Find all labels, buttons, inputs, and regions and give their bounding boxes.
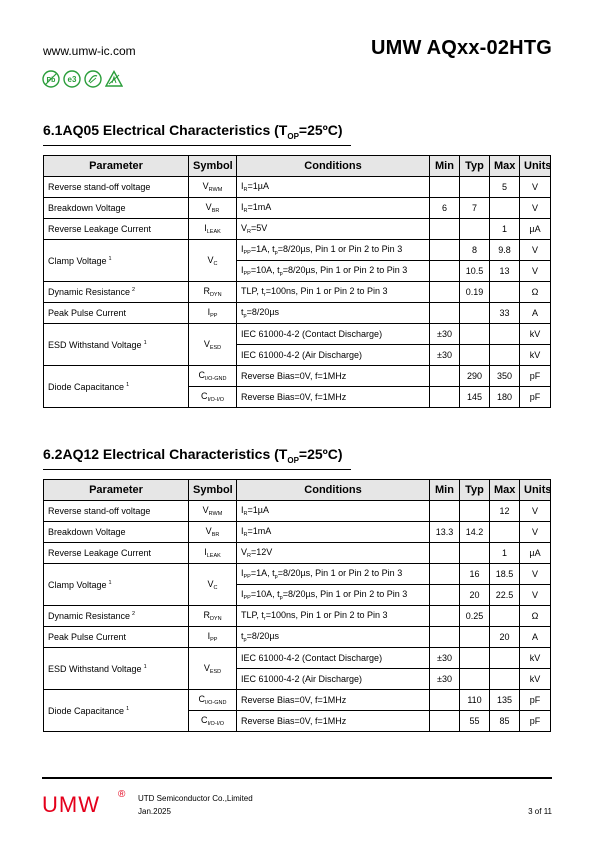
symbol-cell: $V_{ESD}$ (189, 648, 237, 690)
min-cell: ±30 (430, 648, 460, 669)
min-cell (430, 387, 460, 408)
typ-cell: 16 (460, 564, 490, 585)
col-header: Typ (460, 480, 490, 501)
max-cell: 180 (490, 387, 520, 408)
unit-cell: V (520, 198, 551, 219)
condition-cell: $I_R=1\mu A$ (237, 501, 430, 522)
param-cell: ESD Withstand Voltage $^1$ (44, 324, 189, 366)
min-cell (430, 690, 460, 711)
typ-cell: 55 (460, 711, 490, 732)
table-row (44, 564, 551, 585)
table-row (44, 177, 551, 198)
param-cell: Peak Pulse Current (44, 303, 189, 324)
condition-cell: $V_R=12V$ (237, 543, 430, 564)
symbol-cell: $I_{LEAK}$ (189, 219, 237, 240)
unit-cell: Ω (520, 606, 551, 627)
max-cell (490, 669, 520, 690)
param-cell: Peak Pulse Current (44, 627, 189, 648)
condition-cell: Reverse Bias=0V, f=1MHz (237, 387, 430, 408)
unit-cell: V (520, 522, 551, 543)
col-header: Min (430, 156, 460, 177)
param-cell: ESD Withstand Voltage $^1$ (44, 648, 189, 690)
col-header: Typ (460, 156, 490, 177)
section-title-aq05: 6.1AQ05 Electrical Characteristics $(T_{OP}=25ºC)$ (43, 122, 351, 146)
registered-mark: ® (118, 789, 126, 800)
typ-cell: 14.2 (460, 522, 490, 543)
min-cell (430, 564, 460, 585)
typ-cell (460, 324, 490, 345)
condition-cell: Reverse Bias=0V, f=1MHz (237, 366, 430, 387)
typ-cell (460, 345, 490, 366)
max-cell: 85 (490, 711, 520, 732)
param-cell: Breakdown Voltage (44, 522, 189, 543)
symbol-cell: $C_{I/O-GND}$ (189, 366, 237, 387)
table-row (44, 627, 551, 648)
max-cell (490, 648, 520, 669)
unit-cell: pF (520, 711, 551, 732)
param-cell: Reverse Leakage Current (44, 543, 189, 564)
unit-cell: kV (520, 669, 551, 690)
e3-icon (63, 70, 81, 88)
condition-cell: $I_R=1mA$ (237, 198, 430, 219)
typ-cell: 0.19 (460, 282, 490, 303)
halogen-free-icon (84, 70, 102, 88)
section-title-aq12: 6.2AQ12 Electrical Characteristics $(T_{OP}=25ºC)$ (43, 446, 351, 470)
esd-sensitive-icon (105, 70, 123, 88)
table-row (44, 501, 551, 522)
condition-cell: TLP, $t_r=100ns$, Pin 1 or Pin 2 to Pin 3 (237, 282, 430, 303)
umw-logo: UMW (42, 792, 100, 817)
col-header: Max (490, 480, 520, 501)
max-cell: 350 (490, 366, 520, 387)
max-cell (490, 198, 520, 219)
condition-cell: $I_{PP}=10A$, $t_p=8/20\mu s$, Pin 1 or Pin 2 to Pin 3 (237, 261, 430, 282)
characteristics-table-aq05 (43, 155, 551, 408)
unit-cell: V (520, 564, 551, 585)
symbol-cell: $V_C$ (189, 240, 237, 282)
condition-cell: IEC 61000-4-2 (Contact Discharge) (237, 324, 430, 345)
symbol-cell: $R_{DYN}$ (189, 606, 237, 627)
condition-cell: $t_p=8/20\mu s$ (237, 303, 430, 324)
typ-cell (460, 669, 490, 690)
condition-cell: $I_R=1mA$ (237, 522, 430, 543)
min-cell (430, 627, 460, 648)
param-cell: Diode Capacitance $^1$ (44, 690, 189, 732)
min-cell (430, 282, 460, 303)
max-cell: 22.5 (490, 585, 520, 606)
param-cell: Reverse stand-off voltage (44, 501, 189, 522)
table-row (44, 606, 551, 627)
page-number: 3 of 11 (528, 807, 552, 816)
table-row (44, 303, 551, 324)
typ-cell (460, 219, 490, 240)
typ-cell (460, 177, 490, 198)
min-cell (430, 261, 460, 282)
param-cell: Clamp Voltage $^1$ (44, 240, 189, 282)
col-header: Units (520, 480, 551, 501)
max-cell: 18.5 (490, 564, 520, 585)
min-cell: ±30 (430, 345, 460, 366)
symbol-cell: $C_{I/O-I/O}$ (189, 711, 237, 732)
max-cell (490, 606, 520, 627)
typ-cell: 145 (460, 387, 490, 408)
condition-cell: $V_R=5V$ (237, 219, 430, 240)
footer-divider (42, 777, 552, 779)
table-row (44, 522, 551, 543)
symbol-cell: $C_{I/O-I/O}$ (189, 387, 237, 408)
unit-cell: V (520, 261, 551, 282)
typ-cell (460, 627, 490, 648)
table-row (44, 240, 551, 261)
symbol-cell: $V_C$ (189, 564, 237, 606)
unit-cell: kV (520, 345, 551, 366)
max-cell (490, 324, 520, 345)
max-cell (490, 345, 520, 366)
symbol-cell: $V_{RWM}$ (189, 177, 237, 198)
max-cell: 12 (490, 501, 520, 522)
param-cell: Dynamic Resistance $^2$ (44, 606, 189, 627)
condition-cell: TLP, $t_r=100ns$, Pin 1 or Pin 2 to Pin 3 (237, 606, 430, 627)
condition-cell: IEC 61000-4-2 (Contact Discharge) (237, 648, 430, 669)
table-row (44, 324, 551, 345)
condition-cell: $t_p=8/20\mu s$ (237, 627, 430, 648)
unit-cell: V (520, 585, 551, 606)
col-header: Min (430, 480, 460, 501)
typ-cell: 10.5 (460, 261, 490, 282)
min-cell (430, 711, 460, 732)
typ-cell: 20 (460, 585, 490, 606)
min-cell (430, 585, 460, 606)
table-header-row (44, 480, 551, 501)
symbol-cell: $C_{I/O-GND}$ (189, 690, 237, 711)
document-date: Jan.2025 (138, 807, 171, 816)
symbol-cell: $I_{PP}$ (189, 627, 237, 648)
min-cell: ±30 (430, 324, 460, 345)
unit-cell: pF (520, 366, 551, 387)
characteristics-table-aq12 (43, 479, 551, 732)
condition-cell: $I_R=1\mu A$ (237, 177, 430, 198)
table-row (44, 282, 551, 303)
pb-free-label: Pb (46, 77, 56, 84)
unit-cell: A (520, 627, 551, 648)
col-header: Conditions (237, 156, 430, 177)
company-name: UTD Semiconductor Co.,Limited (138, 794, 253, 803)
condition-cell: IEC 61000-4-2 (Air Discharge) (237, 669, 430, 690)
min-cell (430, 219, 460, 240)
typ-cell: 290 (460, 366, 490, 387)
symbol-cell: $V_{BR}$ (189, 198, 237, 219)
max-cell: 9.8 (490, 240, 520, 261)
param-cell: Clamp Voltage $^1$ (44, 564, 189, 606)
part-number-title: UMW AQxx-02HTG (371, 37, 552, 59)
min-cell (430, 606, 460, 627)
col-header: Max (490, 156, 520, 177)
condition-cell: $I_{PP}=1A$, $t_p=8/20\mu s$, Pin 1 or Pin 2 to Pin 3 (237, 240, 430, 261)
website-url: www.umw-ic.com (43, 44, 136, 58)
unit-cell: µA (520, 219, 551, 240)
typ-cell: 7 (460, 198, 490, 219)
table-row (44, 219, 551, 240)
table-row (44, 543, 551, 564)
min-cell: 13.3 (430, 522, 460, 543)
unit-cell: V (520, 240, 551, 261)
min-cell (430, 303, 460, 324)
param-cell: Reverse stand-off voltage (44, 177, 189, 198)
min-cell (430, 543, 460, 564)
symbol-cell: $R_{DYN}$ (189, 282, 237, 303)
unit-cell: Ω (520, 282, 551, 303)
min-cell (430, 240, 460, 261)
max-cell: 135 (490, 690, 520, 711)
col-header: Parameter (44, 480, 189, 501)
max-cell: 1 (490, 219, 520, 240)
max-cell: 5 (490, 177, 520, 198)
typ-cell (460, 648, 490, 669)
min-cell (430, 366, 460, 387)
max-cell: 33 (490, 303, 520, 324)
max-cell (490, 282, 520, 303)
col-header: Parameter (44, 156, 189, 177)
typ-cell: 110 (460, 690, 490, 711)
unit-cell: µA (520, 543, 551, 564)
typ-cell (460, 303, 490, 324)
param-cell: Dynamic Resistance $^2$ (44, 282, 189, 303)
typ-cell (460, 543, 490, 564)
param-cell: Reverse Leakage Current (44, 219, 189, 240)
min-cell (430, 177, 460, 198)
pb-free-icon (42, 70, 60, 88)
compliance-icons (42, 70, 123, 88)
symbol-cell: $I_{PP}$ (189, 303, 237, 324)
e3-label: e3 (67, 75, 77, 84)
table-row (44, 690, 551, 711)
typ-cell: 0.25 (460, 606, 490, 627)
typ-cell (460, 501, 490, 522)
table-row (44, 198, 551, 219)
max-cell: 1 (490, 543, 520, 564)
unit-cell: kV (520, 324, 551, 345)
typ-cell: 8 (460, 240, 490, 261)
condition-cell: $I_{PP}=1A$, $t_p=8/20\mu s$, Pin 1 or Pin 2 to Pin 3 (237, 564, 430, 585)
unit-cell: pF (520, 387, 551, 408)
max-cell: 13 (490, 261, 520, 282)
unit-cell: A (520, 303, 551, 324)
min-cell: 6 (430, 198, 460, 219)
unit-cell: V (520, 501, 551, 522)
unit-cell: pF (520, 690, 551, 711)
unit-cell: V (520, 177, 551, 198)
symbol-cell: $V_{BR}$ (189, 522, 237, 543)
symbol-cell: $I_{LEAK}$ (189, 543, 237, 564)
param-cell: Breakdown Voltage (44, 198, 189, 219)
condition-cell: IEC 61000-4-2 (Air Discharge) (237, 345, 430, 366)
col-header: Units (520, 156, 551, 177)
min-cell (430, 501, 460, 522)
table-row (44, 366, 551, 387)
symbol-cell: $V_{RWM}$ (189, 501, 237, 522)
condition-cell: Reverse Bias=0V, f=1MHz (237, 711, 430, 732)
col-header: Conditions (237, 480, 430, 501)
param-cell: Diode Capacitance $^1$ (44, 366, 189, 408)
symbol-cell: $V_{ESD}$ (189, 324, 237, 366)
max-cell (490, 522, 520, 543)
max-cell: 20 (490, 627, 520, 648)
table-header-row (44, 156, 551, 177)
table-row (44, 648, 551, 669)
min-cell: ±30 (430, 669, 460, 690)
col-header: Symbol (189, 480, 237, 501)
condition-cell: $I_{PP}=10A$, $t_p=8/20\mu s$, Pin 1 or Pin 2 to Pin 3 (237, 585, 430, 606)
col-header: Symbol (189, 156, 237, 177)
unit-cell: kV (520, 648, 551, 669)
condition-cell: Reverse Bias=0V, f=1MHz (237, 690, 430, 711)
